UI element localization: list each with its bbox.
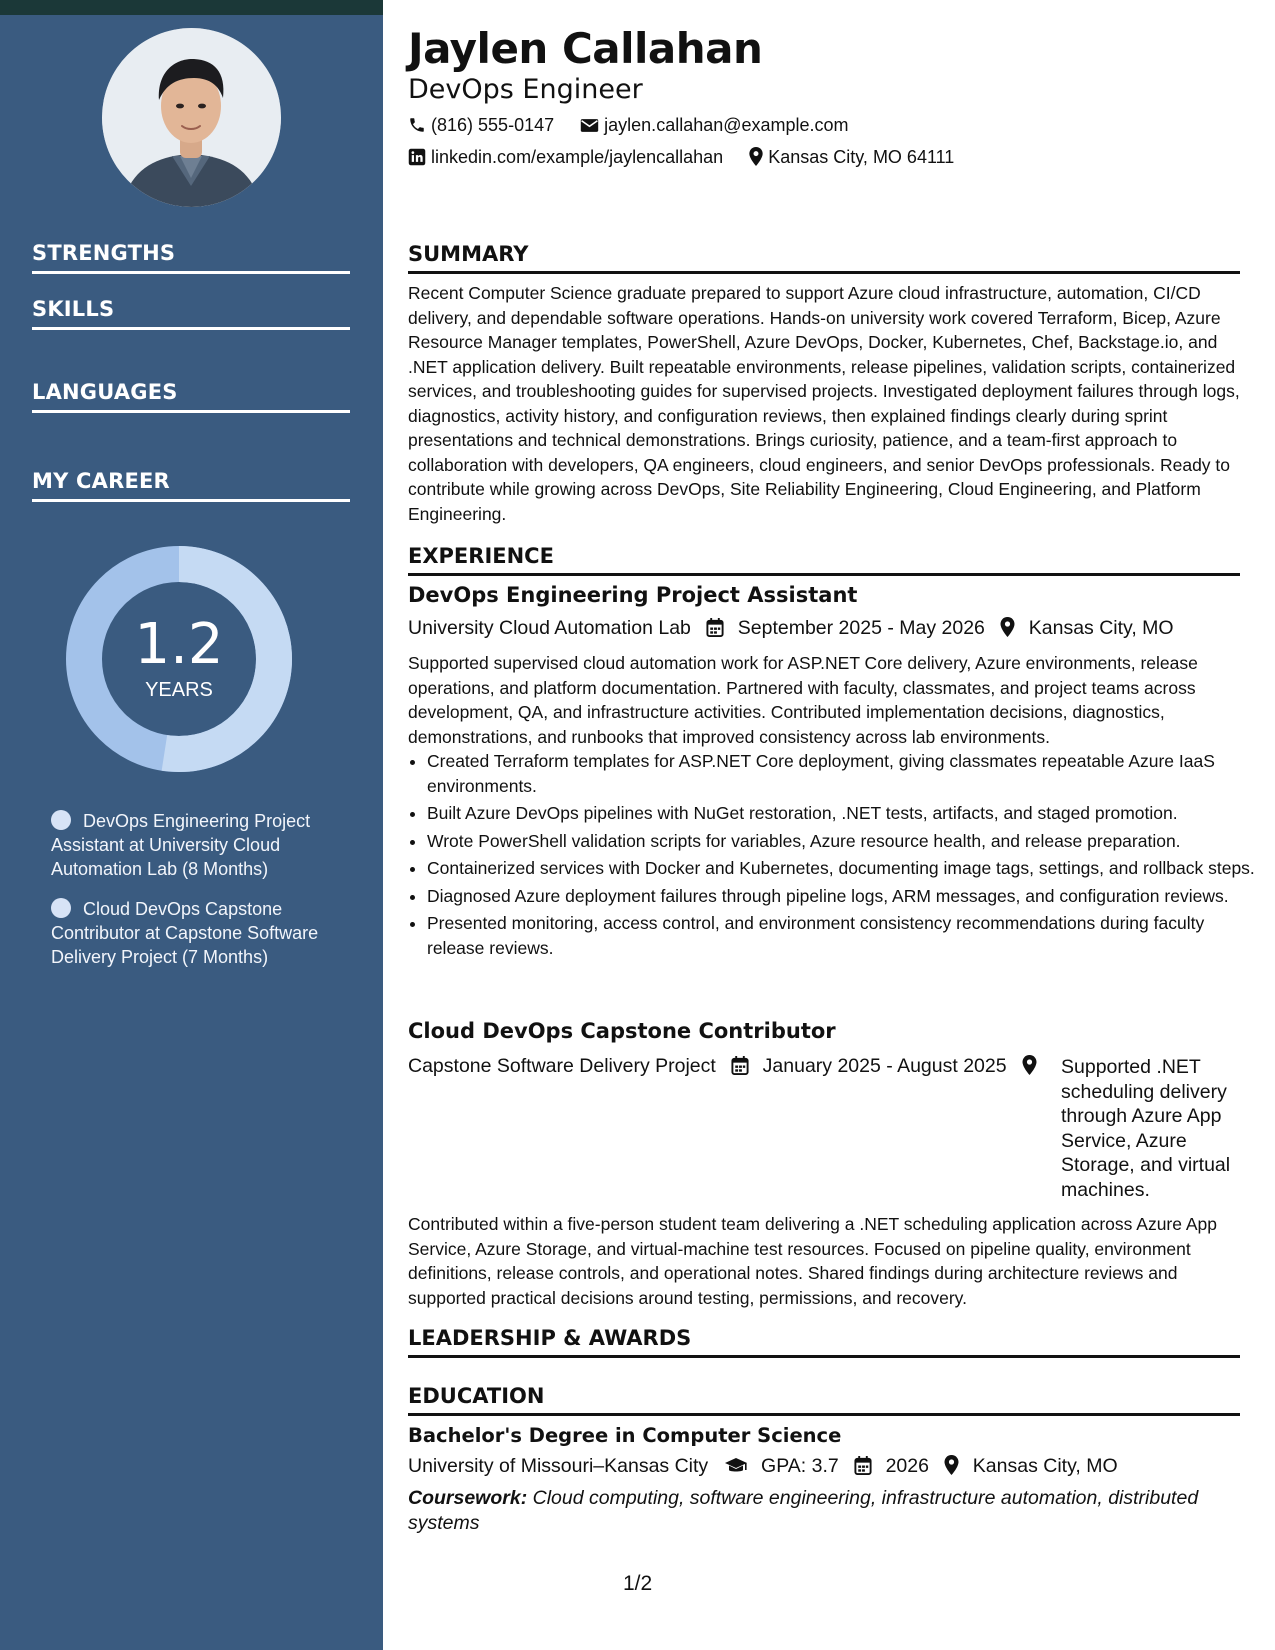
email-link[interactable]: jaylen.callahan@example.com: [604, 115, 849, 135]
contact-row-2: [408, 147, 954, 171]
list-item: • Diagnosed Azure deployment failures through pipeline logs, ARM messages, and configuration reviews.: [427, 884, 1259, 909]
email-icon: [580, 117, 599, 139]
list-item: • Containerized services with Docker and Kubernetes, documenting image tags, settings, and rollback steps.: [427, 856, 1259, 881]
job-title: Cloud DevOps Capstone Contributor: [408, 1019, 836, 1043]
coursework-label: Coursework:: [408, 1487, 528, 1509]
linkedin-icon: [408, 148, 426, 171]
location-text: Kansas City, MO 64111: [768, 147, 955, 167]
education-heading: EDUCATION: [408, 1384, 1240, 1416]
job-description: Contributed within a five-person student team delivering a .NET scheduling application across Azure App Service, Azure Storage, and virtual-machine test resources. Focused on pipeline quality, environment definitions, release controls, and operational notes. Shared findings during architecture reviews and supported practical decisions around testing, permissions, and recovery.: [408, 1214, 1218, 1308]
linkedin-link[interactable]: linkedin.com/example/jaylencallahan: [431, 147, 724, 167]
bullet-dot-icon: [51, 898, 71, 918]
bullet-dot-icon: [51, 810, 71, 830]
coursework-text: Cloud computing, software engineering, infrastructure automation, distributed systems: [408, 1487, 1199, 1534]
portrait-image: [102, 28, 281, 207]
calendar-icon: [854, 1456, 872, 1481]
phone-icon: [408, 116, 426, 139]
job-title: DevOps Engineering Project Assistant: [408, 583, 858, 607]
calendar-icon: [731, 1056, 749, 1081]
list-item: • Created Terraform templates for ASP.NET Core deployment, giving classmates repeatable Azure IaaS environments.: [427, 749, 1259, 798]
job-location: Supported .NET scheduling delivery through Azure App Service, Azure Storage, and virtual machines.: [1061, 1056, 1231, 1201]
school-location: Kansas City, MO: [972, 1455, 1118, 1477]
leadership-heading: LEADERSHIP & AWARDS: [408, 1326, 1240, 1358]
graduation-year: 2026: [885, 1455, 929, 1477]
gpa-value: GPA: 3.7: [761, 1455, 839, 1477]
sidebar-top-bar: [0, 0, 383, 15]
graduation-cap-icon: [724, 1457, 748, 1481]
location-pin-icon: [1022, 1055, 1037, 1081]
page-number: 1/2: [623, 1572, 653, 1595]
degree-title: Bachelor's Degree in Computer Science: [408, 1424, 842, 1447]
calendar-icon: [706, 618, 724, 643]
job-organization: Capstone Software Delivery Project: [408, 1055, 716, 1077]
career-years-label: YEARS: [145, 679, 213, 701]
list-item: • Wrote PowerShell validation scripts for variables, Azure resource health, and release preparation.: [427, 829, 1259, 854]
location-pin-icon: [944, 1455, 959, 1481]
location-pin-icon: [749, 147, 763, 171]
location-pin-icon: [1000, 617, 1015, 643]
education-meta: [408, 1455, 1118, 1481]
job-dates: September 2025 - May 2026: [737, 617, 985, 639]
school-name: University of Missouri–Kansas City: [408, 1455, 709, 1477]
experience-heading: EXPERIENCE: [408, 544, 1240, 576]
job-location: Kansas City, MO: [1028, 617, 1174, 639]
languages-heading: LANGUAGES: [32, 380, 350, 413]
sidebar: [0, 15, 383, 1650]
avatar: [102, 28, 281, 207]
job-description: Supported supervised cloud automation work for ASP.NET Core delivery, Azure environments, release operations, and platform documentation. Partnered with faculty, classmates, and project teams across development, QA, and infrastructure activities. Contributed implementation decisions, diagnostics, demonstrations, and runbooks that improved consistency across lab environments.: [408, 653, 1198, 747]
career-years-donut: [66, 546, 292, 772]
summary-heading: SUMMARY: [408, 242, 1240, 274]
phone-number[interactable]: (816) 555-0147: [431, 115, 555, 135]
job-meta: [408, 617, 1174, 643]
career-heading: MY CAREER: [32, 469, 350, 502]
list-item: • Presented monitoring, access control, and environment consistency recommendations during faculty release reviews.: [427, 911, 1259, 960]
job-meta: [408, 1055, 1045, 1081]
contact-row-1: [408, 115, 849, 139]
career-years-value: 1.2: [134, 612, 224, 677]
candidate-name: Jaylen Callahan: [408, 24, 763, 73]
strengths-heading: STRENGTHS: [32, 241, 350, 274]
career-item: DevOps Engineering Project Assistant at University Cloud Automation Lab (8 Months): [51, 811, 311, 879]
list-item: • Built Azure DevOps pipelines with NuGet restoration, .NET tests, artifacts, and staged promotion.: [427, 801, 1259, 826]
job-dates: January 2025 - August 2025: [762, 1055, 1007, 1077]
skills-heading: SKILLS: [32, 297, 350, 330]
coursework: [408, 1486, 1240, 1536]
summary-text: Recent Computer Science graduate prepared to support Azure cloud infrastructure, automation, CI/CD delivery, and dependable software operations. Hands-on university work covered Terraform, Bicep, Azure Resource Manager templates, PowerShell, Azure DevOps, Docker, Kubernetes, Chef, Backstage.io, and .NET application delivery. Built repeatable environments, release pipelines, validation scripts, containerized services, and troubleshooting guides for supervised projects. Investigated deployment failures through logs, diagnostics, activity history, and configuration reviews, then explained findings clearly during sprint presentations and technical demonstrations. Brings curiosity, patience, and a team-first approach to collaboration with developers, QA engineers, cloud engineers, and senior DevOps professionals. Ready to contribute while growing across DevOps, Site Reliability Engineering, Cloud Engineering, and Platform Engineering.: [408, 283, 1240, 524]
candidate-title: DevOps Engineer: [408, 74, 643, 105]
job-bullets: [408, 749, 1259, 963]
career-item: Cloud DevOps Capstone Contributor at Capstone Software Delivery Project (7 Months): [51, 899, 319, 967]
job-organization: University Cloud Automation Lab: [408, 617, 691, 639]
